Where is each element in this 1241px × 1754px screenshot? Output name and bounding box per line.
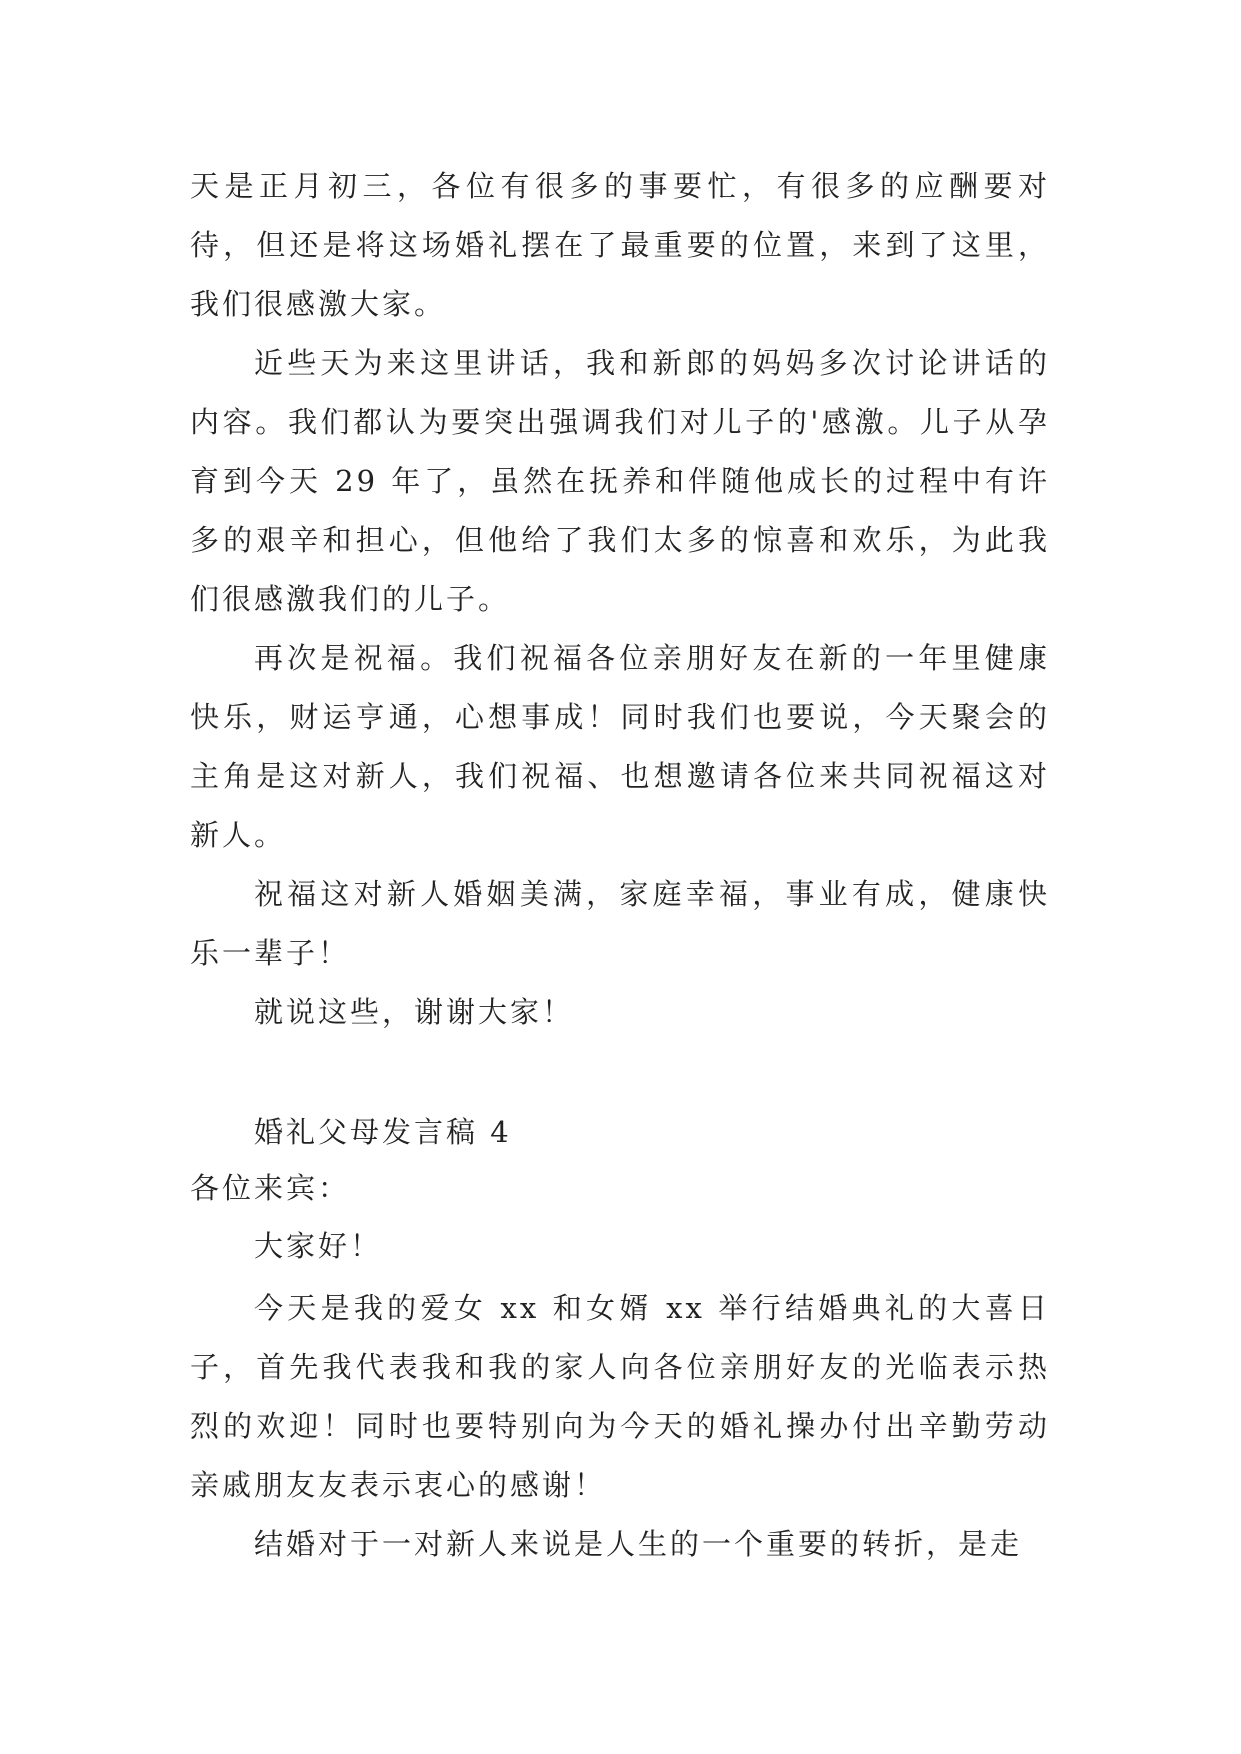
paragraph-welcome: 今天是我的爱女 xx 和女婿 xx 举行结婚典礼的大喜日子，首先我代表我和我的家人向各位亲朋好友的光临表示热烈的欢迎！同时也要特别向为今天的婚礼操办付出辛勤劳动亲戚朋友友表示衷心的感谢！	[190, 1291, 1050, 1502]
section-gap	[190, 1042, 1050, 1101]
document-body	[190, 157, 1050, 1574]
paragraph-blessing: 再次是祝福。我们祝福各位亲朋好友在新的一年里健康快乐，财运亨通，心想事成！同时我们也要说，今天聚会的主角是这对新人，我们祝福、也想邀请各位来共同祝福这对新人。	[190, 641, 1050, 852]
paragraph-wish-couple: 祝福这对新人婚姻美满，家庭幸福，事业有成，健康快乐一辈子！	[190, 877, 1050, 970]
salutation: 各位来宾：	[190, 1171, 351, 1205]
greeting: 大家好！	[254, 1229, 383, 1263]
paragraph-gratitude-son: 近些天为来这里讲话，我和新郎的妈妈多次讨论讲话的内容。我们都认为要突出强调我们对儿子的'感激。儿子从孕育到今天 29 年了，虽然在抚养和伴随他成长的过程中有许多的艰辛和担心，但他给了我们太多的惊喜和欢乐，为此我们很感激我们的儿子。	[190, 346, 1050, 616]
paragraph-closing: 就说这些，谢谢大家！	[254, 995, 575, 1029]
section-title: 婚礼父母发言稿 4	[254, 1115, 512, 1149]
paragraph-marriage-turning-point: 结婚对于一对新人来说是人生的一个重要的转折，是走	[254, 1527, 1023, 1561]
paragraph-continuation: 天是正月初三，各位有很多的事要忙，有很多的应酬要对待，但还是将这场婚礼摆在了最重要的位置，来到了这里，我们很感激大家。	[190, 169, 1050, 321]
